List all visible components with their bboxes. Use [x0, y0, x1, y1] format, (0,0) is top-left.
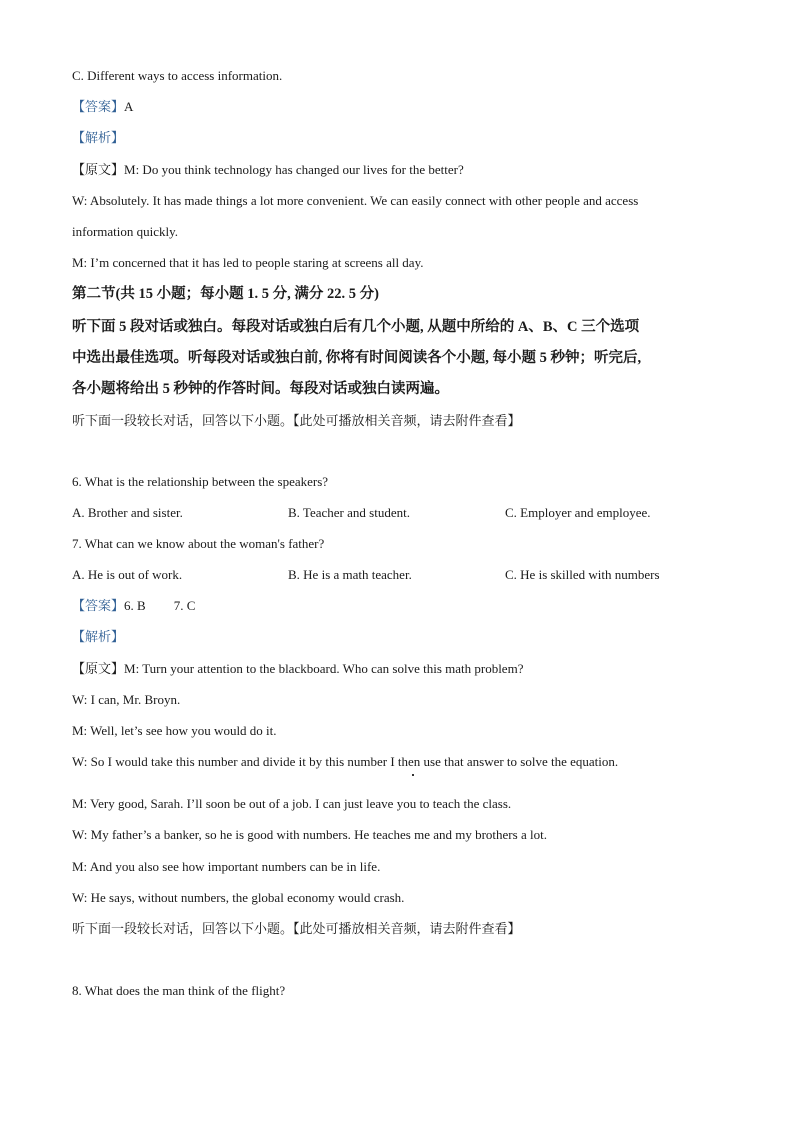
section-instruction: 中选出最佳选项。听每段对话或独白前, 你将有时间阅读各个小题, 每小题 5 秒钟；听完后, [72, 350, 642, 366]
listen-note: 听下面一段较长对话，回答以下小题。【此处可播放相关音频，请去附件查看】 [72, 413, 521, 428]
transcript-line [72, 661, 523, 677]
transcript-line: M: I’m concerned that it has led to people staring at screens all day. [72, 255, 424, 270]
transcript-line: W: I can, Mr. Broyn. [72, 692, 181, 707]
option-b: B. He is a math teacher. [288, 567, 412, 582]
option-c: C. He is skilled with numbers [505, 567, 660, 582]
transcript-line: information quickly. [72, 224, 179, 239]
transcript-text: M: Turn your attention to the blackboard. Who can solve this math problem? [124, 661, 524, 676]
answer-line [72, 598, 195, 614]
transcript-line: M: And you also see how important numbers can be in life. [72, 859, 381, 874]
answer-line [72, 99, 133, 115]
transcript-line: M: Very good, Sarah. I’ll soon be out of a job. I can just leave you to teach the class. [72, 796, 512, 811]
section-instruction: 听下面 5 段对话或独白。每段对话或独白后有几个小题, 从题中所给的 A、B、C 三个选项 [72, 319, 640, 335]
listen-note: 听下面一段较长对话，回答以下小题。【此处可播放相关音频，请去附件查看】 [72, 921, 521, 936]
option-c: C. Employer and employee. [505, 505, 651, 520]
transcript-text: M: Do you think technology has changed our lives for the better? [124, 162, 464, 177]
answer-tag: 【答案】 [72, 99, 125, 114]
question-stem: 7. What can we know about the woman's father? [72, 536, 325, 551]
option-b: B. Teacher and student. [288, 505, 410, 520]
transcript-line: W: He says, without numbers, the global economy would crash. [72, 890, 405, 905]
transcript-tag: 【原文】 [72, 661, 125, 676]
option-a: A. He is out of work. [72, 567, 183, 582]
option-c: C. Different ways to access information. [72, 68, 283, 83]
section-instruction: 各小题将给出 5 秒钟的作答时间。每段对话或独白读两遍。 [72, 381, 449, 397]
transcript-tag: 【原文】 [72, 162, 125, 177]
stray-dot [412, 774, 414, 776]
analysis-tag: 【解析】 [72, 629, 125, 644]
transcript-line [72, 162, 464, 178]
answer-tag: 【答案】 [72, 598, 125, 613]
answer-value: 6. B [124, 598, 146, 613]
question-stem: 8. What does the man think of the flight? [72, 983, 286, 998]
question-stem: 6. What is the relationship between the speakers? [72, 474, 329, 489]
analysis-tag: 【解析】 [72, 130, 125, 145]
transcript-line: W: My father’s a banker, so he is good with numbers. He teaches me and my brothers a lot. [72, 827, 547, 842]
section-heading: 第二节(共 15 小题；每小题 1. 5 分, 满分 22. 5 分) [72, 286, 379, 302]
answer-value: A [124, 99, 134, 114]
transcript-line: M: Well, let’s see how you would do it. [72, 723, 277, 738]
answer-value: 7. C [173, 598, 196, 613]
transcript-line: W: So I would take this number and divide it by this number I then use that answer to solve the equation. [72, 754, 619, 769]
option-a: A. Brother and sister. [72, 505, 183, 520]
transcript-line: W: Absolutely. It has made things a lot more convenient. We can easily connect with other people and access [72, 193, 639, 208]
